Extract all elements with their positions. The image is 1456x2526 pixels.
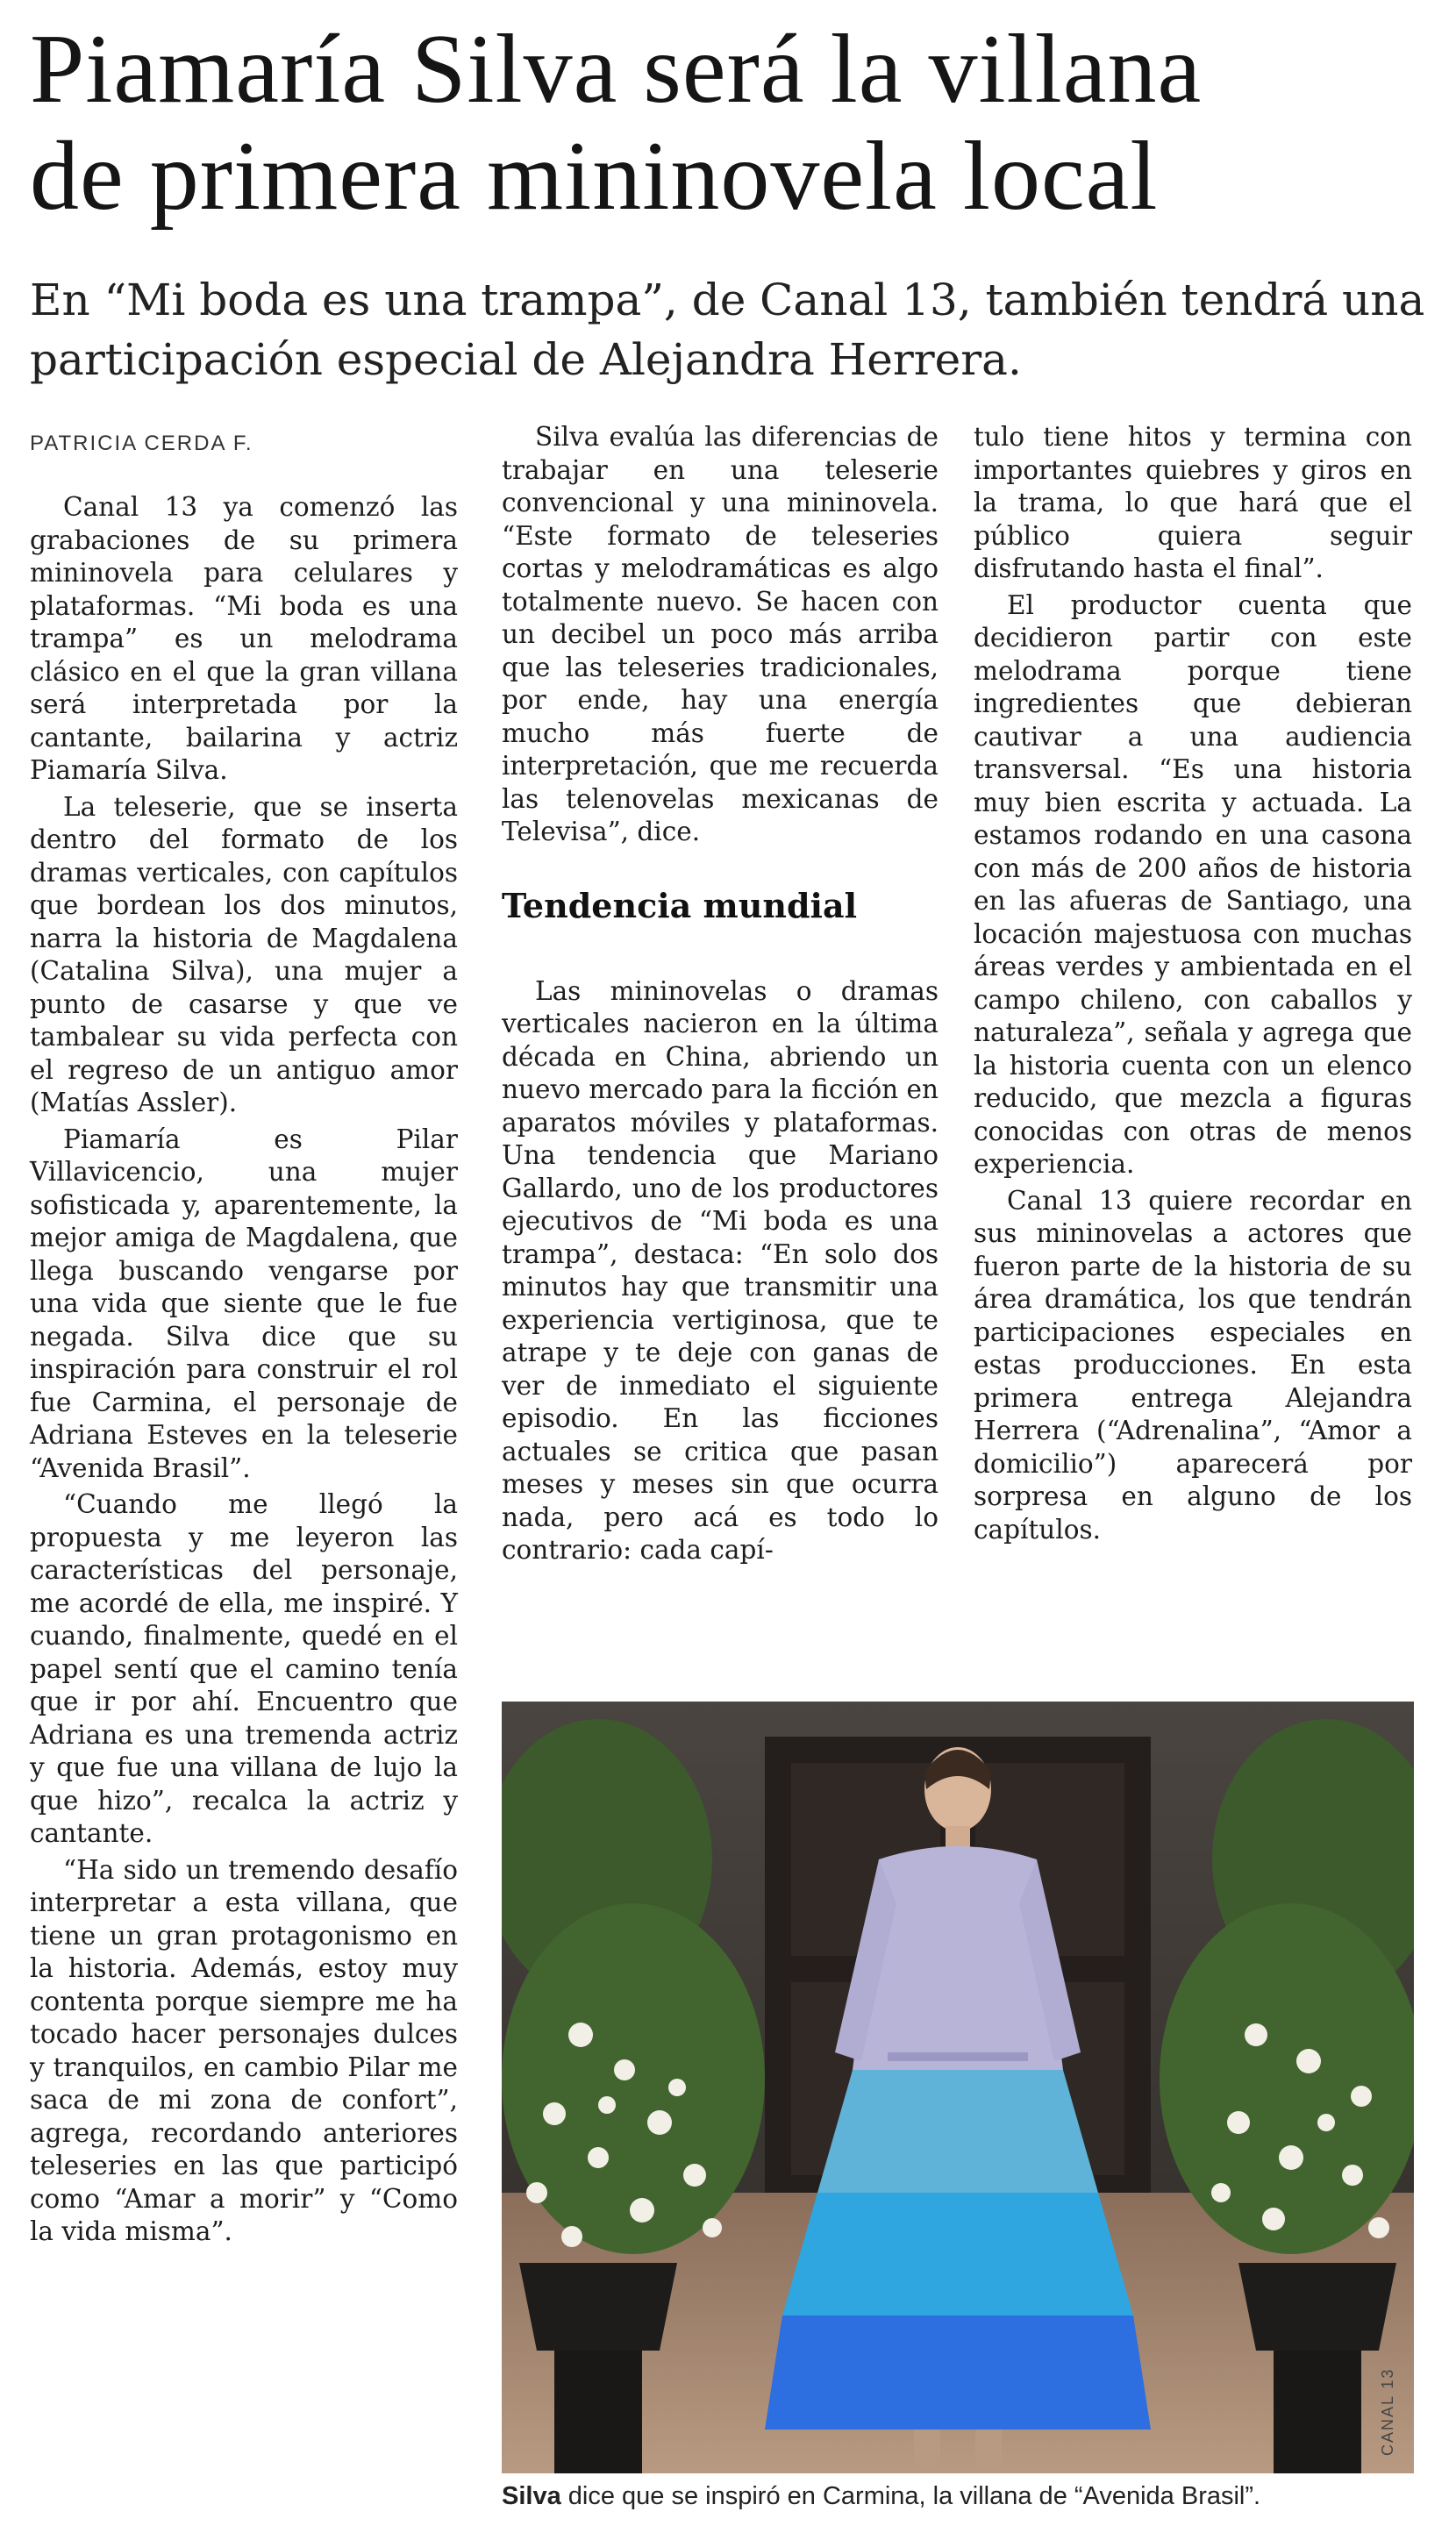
photo-illustration — [502, 1702, 1414, 2473]
article-photo — [502, 1702, 1414, 2473]
headline — [30, 16, 1433, 230]
paragraph-continuation: tulo tiene hitos y termina con importantes quiebres y giros en la trama, lo que hará que el público quiera seguir disfrutando hasta el final”. — [974, 422, 1412, 583]
paragraph: Las mininovelas o dramas verticales nacieron en la última década en China, abriendo un nuevo mercado para la ficción en aparatos móviles y plataformas. Una tendencia que Mariano Gallardo, uno de los productores ejecutivos de “Mi boda es una trampa”, destaca: “En solo dos minutos hay que transmitir una experiencia vertiginosa, que te atrape y te deje con ganas de ver de inmediato el siguiente episodio. En las ficciones actuales se critica que pasan meses y meses sin que ocurra nada, pero acá es todo lo contrario: cada capí- — [502, 975, 939, 1565]
paragraph: Canal 13 ya comenzó las grabaciones de su primera mininovela para celulares y plataformas. “Mi boda es una trampa” es un melodrama clásico en el que la gran villana será interpretada por la cantante, bailarina y actriz Piamaría Silva. — [30, 492, 458, 785]
paragraph: Silva evalúa las diferencias de trabajar en una teleserie convencional y una mininovela. “Este formato de teleseries cortas y melodramáticas es algo totalmente nuevo. Se hacen con un decibel un poco más arriba que las teleseries tradicionales, por ende, hay una energía mucho más fuerte de interpretación, que me recuerda las telenovelas mexicanas de Televisa”, dice. — [502, 422, 939, 846]
headline-line-2: de primera mininovela local — [30, 122, 1159, 231]
paragraph: El productor cuenta que decidieron partir con este melodrama porque tiene ingredientes que debieran cautivar a una audiencia transversal. “Es una historia muy bien escrita y actuada. La estamos rodando en una casona con más de 200 años de historia en las afueras de Santiago, una locación majestuosa con muchas áreas verdes y ambientada en el campo chileno, con caballos y naturaleza”, señala y agrega que la historia cuenta con un elenco reducido, que mezcla a figuras conocidas con otras de menos experiencia. — [974, 589, 1412, 1179]
article-column-2 — [502, 421, 939, 1567]
section-subtitle: Tendencia mundial — [502, 885, 858, 925]
paragraph: La teleserie, que se inserta dentro del formato de los dramas verticales, con capítulos que bordean los dos minutos, narra la historia de Magdalena (Catalina Silva), una mujer a punto de casarse y que ve tambalear su vida perfecta con el regreso de un antiguo amor (Matías Assler). — [30, 791, 458, 1117]
photo-credit: CANAL 13 — [1379, 2367, 1396, 2456]
article-column-1 — [30, 491, 458, 2249]
byline: PATRICIA CERDA F. — [30, 432, 253, 455]
paragraph: Piamaría es Pilar Villavicencio, una mujer sofisticada y, aparentemente, la mejor amiga de Magdalena, que llega buscando vengarse por una vida que siente que le fue negada. Silva dice que su inspiración para construir el rol fue Carmina, el personaje de Adriana Esteves en la teleserie “Avenida Brasil”. — [30, 1124, 458, 1483]
subhead: En “Mi boda es una trampa”, de Canal 13, también tendrá una participación especial de Alejandra Herrera. — [30, 275, 1425, 385]
caption-lead: Silva — [502, 2482, 561, 2510]
paragraph: “Cuando me llegó la propuesta y me leyeron las características del personaje, me acordé de ella, me inspiré. Y cuando, finalmente, quedé en el papel sentí que el camino tenía que ir por ahí. Encuentro que Adriana es una tremenda actriz y que fue una villana de lujo la que hizo”, recalca la actriz y cantante. — [30, 1489, 458, 1848]
paragraph: Canal 13 quiere recordar en sus mininovelas a actores que fueron parte de la historia de su área dramática, los que tendrán participaciones especiales en estas producciones. En esta primera entrega Alejandra Herrera (“Adrenalina”, “Amor a domicilio”) aparecerá por sorpresa en alguno de los capítulos. — [974, 1185, 1412, 1545]
article-column-3 — [974, 421, 1412, 1546]
paragraph: “Ha sido un tremendo desafío interpretar a esta villana, que tiene un gran protagonismo en la historia. Además, estoy muy contenta porque siempre me ha tocado hacer personajes dulces y tranquilos, en cambio Pilar me saca de mi zona de confort”, agrega, recordando anteriores teleseries en las que participó como “Amar a morir” y “Como la vida misma”. — [30, 1854, 458, 2246]
caption-text: dice que se inspiró en Carmina, la villana de “Avenida Brasil”. — [560, 2482, 1261, 2510]
headline-line-1: Piamaría Silva será la villana — [30, 15, 1203, 124]
photo-caption — [502, 2480, 1431, 2512]
